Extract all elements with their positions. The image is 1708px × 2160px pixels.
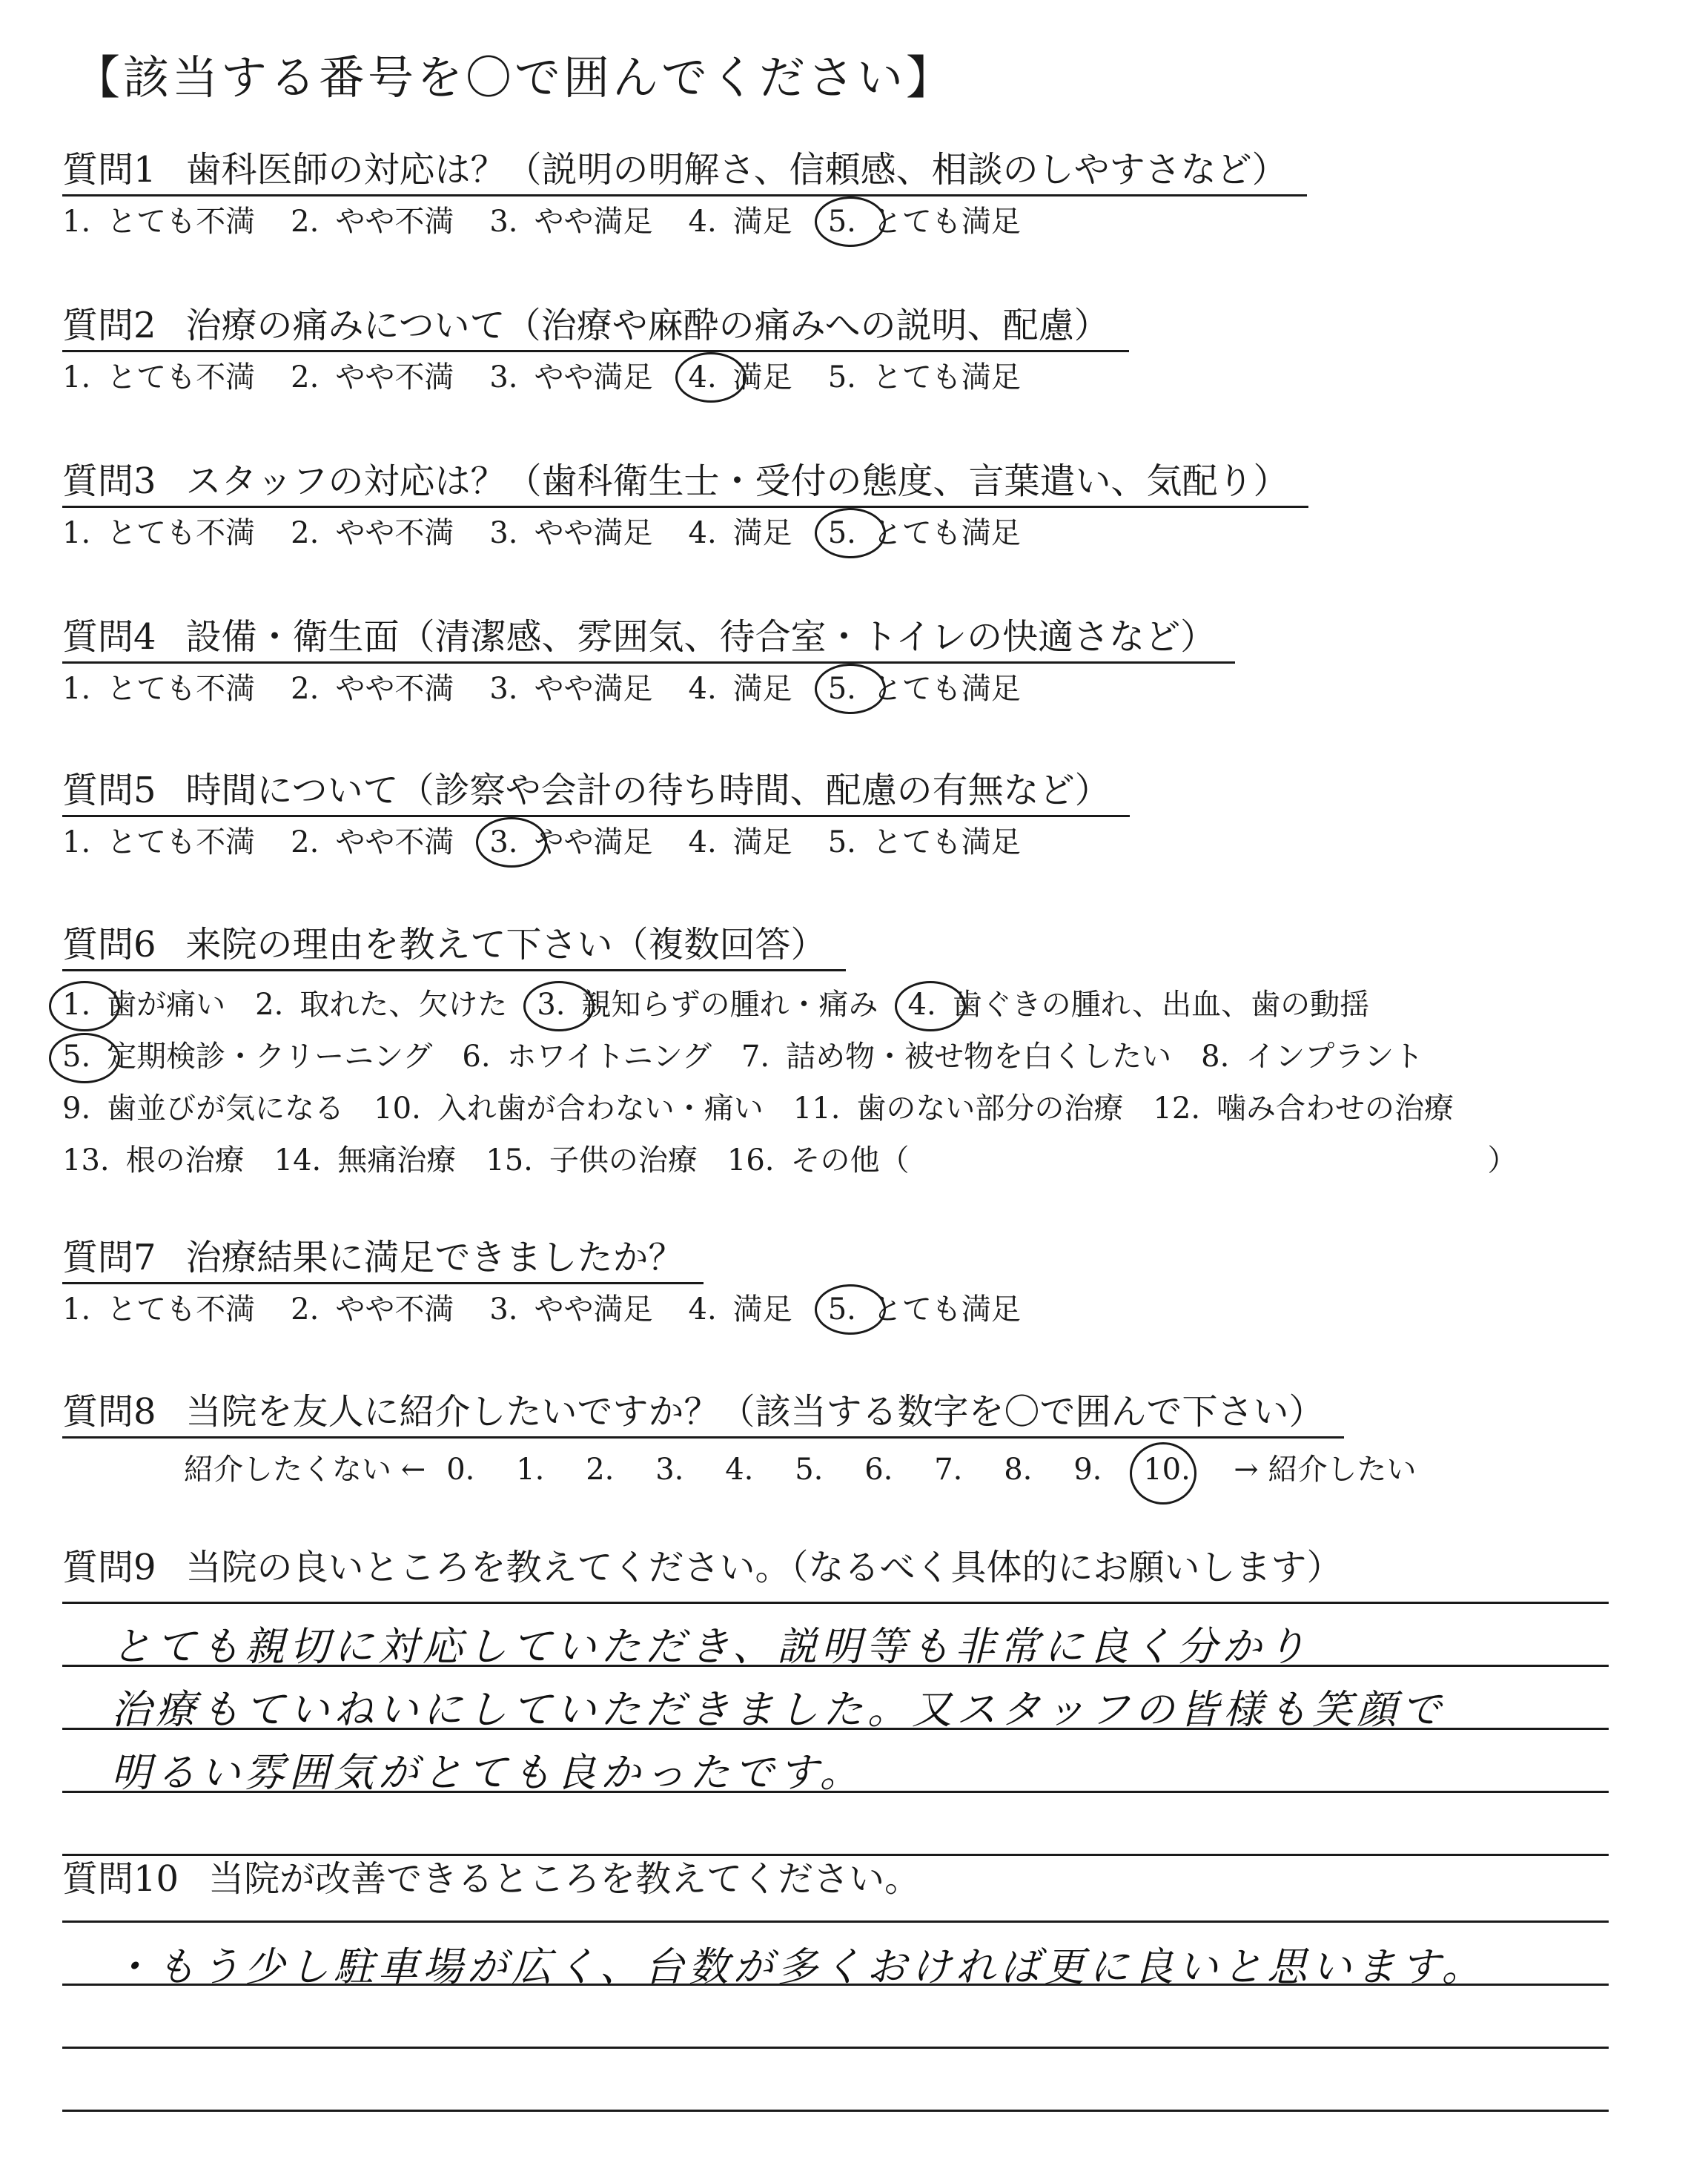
rating-option[interactable]: [489, 825, 653, 859]
option-number: 1.: [62, 672, 91, 706]
option-number: 10.: [374, 1091, 421, 1126]
option-label: その他（: [790, 1143, 910, 1178]
question-number: 質問5: [62, 770, 156, 811]
question-6: [62, 924, 831, 971]
question-number: 質問8: [62, 1391, 156, 1433]
recommend-score[interactable]: 1.: [516, 1453, 545, 1487]
answer-line: [62, 2110, 1609, 2112]
option-label: 歯のない部分の治療: [856, 1091, 1124, 1126]
option-number: 1.: [62, 825, 91, 859]
rating-option[interactable]: [688, 1292, 792, 1327]
question-7: [62, 1237, 1056, 1327]
option-number: 1.: [62, 360, 91, 394]
option-label: 取れた、欠けた: [299, 988, 508, 1022]
question-8: [62, 1391, 1329, 1439]
option-number: 5.: [827, 825, 856, 859]
scale-left-label: 紹介したくない ←: [184, 1453, 426, 1487]
answer-line: [62, 2047, 1609, 2049]
question-4: [62, 616, 1220, 706]
option-label: やや不満: [335, 360, 454, 394]
option-number: 2.: [291, 360, 320, 394]
option-number: 15.: [486, 1143, 533, 1178]
question-5-title: [62, 770, 1115, 817]
option-label: インプラント: [1245, 1040, 1424, 1074]
option-number: 3.: [537, 979, 565, 1031]
handwritten-answer-line: とても親切に対応していただき、説明等も非常に良く分かり: [111, 1623, 1311, 1670]
underline: [62, 1436, 1344, 1439]
reason-option[interactable]: [255, 979, 507, 1031]
rating-option[interactable]: [489, 674, 652, 704]
option-label: 歯ぐきの腫れ、出血、歯の動揺: [952, 988, 1370, 1022]
option-label: とても不満: [107, 1292, 256, 1327]
question-text: 設備・衛生面（清潔感、雰囲気、待合室・トイレの快適さなど）: [185, 616, 1217, 658]
question-7-title: [62, 1237, 689, 1284]
rating-option[interactable]: [689, 518, 792, 548]
rating-option[interactable]: [827, 360, 1021, 394]
option-label: とても満足: [872, 1292, 1021, 1327]
option-label: 満足: [732, 516, 792, 550]
option-number: 13.: [62, 1143, 110, 1178]
reason-option[interactable]: [1201, 1031, 1423, 1083]
reason-option[interactable]: [274, 1135, 457, 1186]
option-number: 2.: [291, 672, 320, 706]
underline: [62, 969, 846, 971]
option-number: 4.: [688, 1292, 717, 1327]
option-label: 定期検診・クリーニング: [107, 1040, 433, 1074]
rating-option[interactable]: [827, 1292, 1021, 1327]
question-2: [62, 305, 1114, 394]
option-label: やや満足: [534, 205, 653, 239]
handwritten-answer-line: 治療もていねいにしていただきました。又スタッフの皆様も笑顔で: [111, 1686, 1446, 1733]
rating-option[interactable]: [62, 825, 256, 859]
option-number: 1.: [62, 1292, 91, 1327]
recommend-score[interactable]: 5.: [795, 1453, 824, 1487]
question-number: 質問1: [62, 149, 156, 191]
underline: [62, 194, 1307, 196]
underline: [62, 1282, 704, 1284]
option-number: 2.: [291, 825, 320, 859]
answer-line: [62, 1854, 1609, 1856]
option-number: 3.: [489, 360, 518, 394]
question-text: 当院の良いところを教えてください。（なるべく具体的にお願いします）: [185, 1547, 1343, 1588]
option-number: 8.: [1201, 1040, 1230, 1074]
reason-option[interactable]: [462, 1031, 712, 1083]
rating-option[interactable]: [688, 825, 792, 859]
question-text: 治療結果に満足できましたか？: [185, 1237, 684, 1278]
other-close-paren: ）: [1487, 1143, 1517, 1178]
option-label: とても不満: [107, 360, 256, 394]
option-number: 16.: [726, 1143, 775, 1178]
reason-option[interactable]: [537, 979, 878, 1031]
underline: [62, 815, 1130, 817]
option-label: 満足: [732, 1292, 792, 1327]
question-text: 来院の理由を教えて下さい（複数回答）: [185, 924, 827, 965]
rating-option[interactable]: [828, 207, 1021, 237]
handwritten-answer-line: 明るい雰囲気がとても良かったです。: [111, 1749, 864, 1796]
option-label: やや不満: [335, 1292, 454, 1327]
option-label: やや満足: [534, 825, 653, 859]
option-label: やや不満: [335, 825, 454, 859]
answer-line: [62, 1602, 1609, 1604]
option-label: ホワイトニング: [506, 1040, 712, 1074]
option-label: とても満足: [872, 825, 1021, 859]
question-1: [62, 149, 1292, 239]
rating-option[interactable]: [291, 360, 454, 394]
rating-option[interactable]: [62, 518, 255, 548]
option-number: 5.: [827, 360, 856, 394]
rating-options: [62, 825, 1115, 859]
option-number: 2.: [291, 516, 320, 550]
recommend-score[interactable]: 3.: [655, 1453, 684, 1487]
question-number: 質問10: [62, 1858, 179, 1900]
option-label: やや不満: [335, 672, 454, 706]
option-number: 1.: [62, 516, 91, 550]
recommend-scale: [163, 1446, 1437, 1488]
q7-options: [62, 1292, 1056, 1327]
rating-option[interactable]: [689, 207, 792, 237]
rating-option[interactable]: [688, 360, 792, 394]
rating-option[interactable]: [62, 1292, 256, 1327]
question-number: 質問9: [62, 1547, 156, 1588]
option-label: 満足: [732, 672, 792, 706]
q6-options: [62, 979, 1547, 1186]
option-label: 満足: [732, 205, 792, 239]
recommend-score[interactable]: 2.: [586, 1453, 615, 1487]
reason-option[interactable]: [374, 1083, 764, 1135]
option-label: とても不満: [107, 205, 256, 239]
question-text: 当院が改善できるところを教えてください。: [208, 1858, 921, 1900]
question-text: スタッフの対応は？（歯科衛生士・受付の態度、言葉遣い、気配り）: [185, 460, 1289, 502]
rating-option[interactable]: [489, 518, 652, 548]
rating-option[interactable]: [62, 674, 255, 704]
option-number: 2.: [291, 1292, 320, 1327]
rating-option[interactable]: [62, 360, 256, 394]
question-8-title: [62, 1391, 1329, 1439]
option-number: 1.: [62, 205, 91, 239]
question-4-title: [62, 616, 1220, 664]
option-number: 9.: [62, 1091, 91, 1126]
rating-option[interactable]: [828, 518, 1021, 548]
reason-option[interactable]: [908, 979, 1370, 1031]
option-number: 5.: [827, 516, 856, 550]
option-number: 4.: [908, 979, 936, 1031]
underline: [62, 661, 1235, 664]
option-label: やや不満: [335, 205, 454, 239]
reason-option[interactable]: [62, 1135, 245, 1186]
underline: [62, 350, 1129, 352]
option-label: 噛み合わせの治療: [1217, 1091, 1454, 1126]
question-number: 質問2: [62, 305, 156, 346]
recommend-score[interactable]: 7.: [934, 1453, 963, 1487]
question-text: 当院を友人に紹介したいですか？（該当する数字を〇で囲んで下さい）: [185, 1391, 1325, 1433]
recommend-score[interactable]: 4.: [725, 1453, 754, 1487]
option-number: 3.: [489, 825, 518, 859]
reason-option[interactable]: [62, 1031, 432, 1083]
scale-right-label: → 紹介したい: [1234, 1453, 1417, 1487]
option-label: とても不満: [107, 516, 256, 550]
reason-option[interactable]: [727, 1135, 1517, 1186]
option-label: 詰め物・被せ物を白くしたい: [786, 1040, 1172, 1074]
rating-option[interactable]: [291, 825, 454, 859]
underline: [62, 506, 1308, 508]
question-number: 質問6: [62, 924, 156, 965]
reason-option[interactable]: [486, 1135, 698, 1186]
option-label: 入れ歯が合わない・痛い: [437, 1091, 764, 1126]
option-label: やや不満: [335, 516, 454, 550]
reason-row: [62, 1031, 1547, 1083]
rating-option[interactable]: [489, 207, 652, 237]
rating-option[interactable]: [489, 360, 653, 394]
option-label: 歯並びが気になる: [107, 1091, 345, 1126]
option-label: 親知らずの腫れ・痛み: [581, 988, 878, 1022]
reason-option[interactable]: [1153, 1083, 1454, 1135]
option-number: 4.: [688, 516, 717, 550]
option-number: 2.: [291, 205, 320, 239]
option-label: とても満足: [872, 516, 1021, 550]
option-number: 3.: [489, 1292, 518, 1327]
question-number: 質問4: [62, 616, 156, 658]
option-number: 3.: [489, 516, 518, 550]
recommend-score[interactable]: 8.: [1004, 1453, 1033, 1487]
option-number: 12.: [1153, 1091, 1201, 1126]
option-number: 4.: [688, 205, 717, 239]
rating-options: [62, 674, 1220, 704]
question-2-title: [62, 305, 1114, 352]
option-number: 4.: [688, 672, 717, 706]
reason-row: [62, 1083, 1547, 1135]
reason-option[interactable]: [793, 1083, 1124, 1135]
question-10: [62, 1858, 921, 1900]
rating-option[interactable]: [489, 1292, 653, 1327]
rating-options: [62, 360, 1114, 394]
question-text: 時間について（診察や会計の待ち時間、配慮の有無など）: [185, 770, 1110, 811]
question-9: [62, 1547, 1343, 1588]
question-6-title: [62, 924, 831, 971]
rating-option[interactable]: [291, 1292, 454, 1327]
option-label: とても満足: [872, 672, 1021, 706]
recommend-score[interactable]: 10.: [1143, 1453, 1213, 1487]
reason-option[interactable]: [62, 1083, 344, 1135]
option-label: 根の治療: [125, 1143, 245, 1178]
recommend-score[interactable]: 9.: [1073, 1453, 1102, 1487]
question-3-title: [62, 460, 1294, 508]
option-number: 3.: [489, 205, 518, 239]
rating-options: [62, 207, 1292, 237]
option-number: 5.: [827, 672, 856, 706]
page-title: 【該当する番号を〇で囲んでください】: [74, 50, 956, 105]
option-label: やや満足: [534, 360, 653, 394]
option-number: 2.: [255, 988, 284, 1022]
reason-row: [62, 1135, 1547, 1186]
rating-option[interactable]: [291, 518, 454, 548]
option-label: 無痛治療: [337, 1143, 457, 1178]
rating-option[interactable]: [828, 674, 1021, 704]
question-1-title: [62, 149, 1292, 196]
question-3: [62, 460, 1294, 550]
option-number: 4.: [688, 825, 717, 859]
option-number: 1.: [62, 979, 90, 1031]
rating-option[interactable]: [291, 207, 454, 237]
rating-option[interactable]: [291, 674, 454, 704]
reason-option[interactable]: [741, 1031, 1171, 1083]
option-label: とても満足: [872, 205, 1021, 239]
option-number: 5.: [827, 1292, 856, 1327]
option-label: とても満足: [872, 360, 1021, 394]
option-number: 5.: [827, 205, 856, 239]
option-number: 7.: [741, 1040, 770, 1074]
answer-line: [62, 1920, 1609, 1923]
option-label: やや満足: [534, 1292, 653, 1327]
reason-option[interactable]: [62, 979, 225, 1031]
option-label: 子供の治療: [549, 1143, 698, 1178]
question-number: 質問7: [62, 1237, 156, 1278]
question-text: 治療の痛みについて（治療や麻酔の痛みへの説明、配慮）: [185, 305, 1110, 346]
option-number: 11.: [792, 1091, 841, 1126]
rating-option[interactable]: [62, 207, 255, 237]
option-label: やや満足: [534, 516, 653, 550]
recommend-score[interactable]: 6.: [864, 1453, 893, 1487]
option-number: 5.: [62, 1031, 90, 1083]
rating-option[interactable]: [689, 674, 792, 704]
option-label: とても不満: [107, 825, 256, 859]
option-number: 6.: [462, 1040, 491, 1074]
rating-option[interactable]: [827, 825, 1021, 859]
option-number: 3.: [489, 672, 518, 706]
option-label: 歯が痛い: [107, 988, 226, 1022]
question-number: 質問3: [62, 460, 156, 502]
rating-options: [62, 518, 1294, 548]
option-label: 満足: [732, 825, 792, 859]
option-label: 満足: [732, 360, 792, 394]
recommend-score[interactable]: 0.: [446, 1453, 475, 1487]
question-text: 歯科医師の対応は？（説明の明解さ、信頼感、相談のしやすさなど）: [185, 149, 1288, 191]
option-label: やや満足: [534, 672, 653, 706]
question-5: [62, 770, 1115, 859]
option-number: 4.: [688, 360, 717, 394]
option-label: とても不満: [107, 672, 256, 706]
handwritten-answer-line: ・もう少し駐車場が広く、台数が多くおければ更に良いと思います。: [111, 1943, 1486, 1990]
option-number: 14.: [274, 1143, 322, 1178]
reason-row: [62, 979, 1547, 1031]
